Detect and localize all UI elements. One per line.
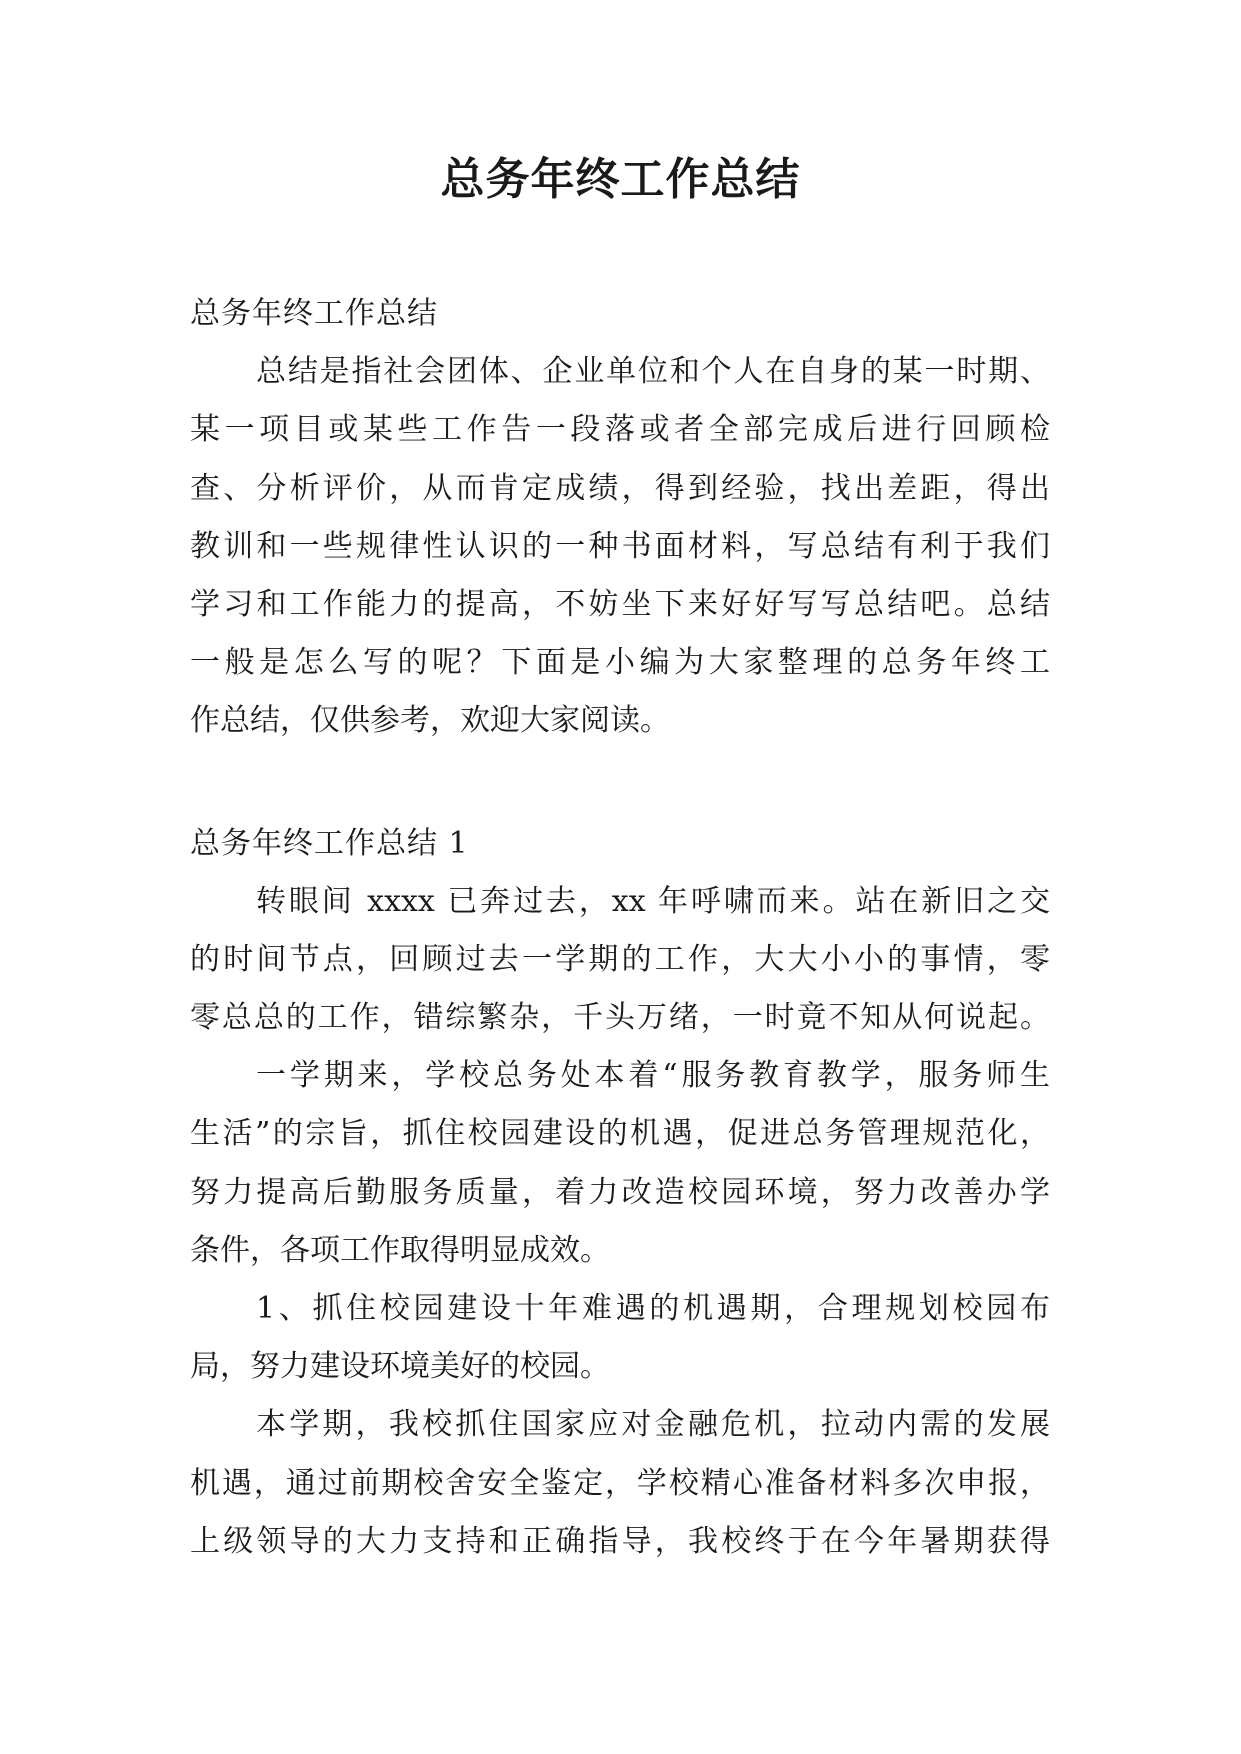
text-line: 学习和工作能力的提高，不妨坐下来好好写写总结吧。总结	[190, 586, 1050, 622]
text-line: 生活”的宗旨，抓住校园建设的机遇，促进总务管理规范化，	[190, 1116, 1050, 1152]
section-paragraph-4	[190, 1396, 1050, 1571]
text-line: 教训和一些规律性认识的一种书面材料，写总结有利于我们	[190, 528, 1050, 564]
text-line: 1、抓住校园建设十年难遇的机遇期，合理规划校园布	[256, 1291, 1050, 1326]
document-body	[190, 285, 1050, 1571]
document-title: 总务年终工作总结	[440, 154, 801, 205]
section-heading: 总务年终工作总结 1	[190, 825, 469, 861]
section-paragraph-3	[190, 1280, 1050, 1396]
text-line: 努力提高后勤服务质量，着力改造校园环境，努力改善办学	[190, 1174, 1050, 1210]
text-line: 总结是指社会团体、企业单位和个人在自身的某一时期、	[256, 354, 1050, 390]
text-line: 局，努力建设环境美好的校园。	[190, 1349, 610, 1385]
text-line: 某一项目或某些工作告一段落或者全部完成后进行回顾检	[190, 412, 1050, 448]
text-line: 一学期来，学校总务处本着“服务教育教学，服务师生	[256, 1058, 1050, 1094]
section-paragraph-1	[190, 873, 1050, 1048]
text-line: 转眼间 xxxx 已奔过去，xx 年呼啸而来。站在新旧之交	[256, 883, 1050, 919]
intro-paragraph	[190, 343, 1050, 750]
text-line: 本学期，我校抓住国家应对金融危机，拉动内需的发展	[256, 1407, 1050, 1443]
text-line: 上级领导的大力支持和正确指导，我校终于在今年暑期获得	[190, 1523, 1050, 1559]
section-paragraph-2	[190, 1047, 1050, 1280]
text-line: 查、分析评价，从而肯定成绩，得到经验，找出差距，得出	[190, 470, 1050, 506]
text-line: 的时间节点，回顾过去一学期的工作，大大小小的事情，零	[190, 941, 1050, 977]
text-line: 一般是怎么写的呢？下面是小编为大家整理的总务年终工	[190, 645, 1050, 681]
text-line: 条件，各项工作取得明显成效。	[190, 1232, 610, 1268]
intro-heading: 总务年终工作总结	[190, 296, 438, 331]
text-line: 作总结，仅供参考，欢迎大家阅读。	[190, 703, 670, 739]
text-line: 机遇，通过前期校舍安全鉴定，学校精心准备材料多次申报，	[190, 1465, 1050, 1501]
section-spacer	[190, 751, 1050, 815]
text-line: 零总总的工作，错综繁杂，千头万绪，一时竟不知从何说起。	[190, 1000, 1050, 1036]
